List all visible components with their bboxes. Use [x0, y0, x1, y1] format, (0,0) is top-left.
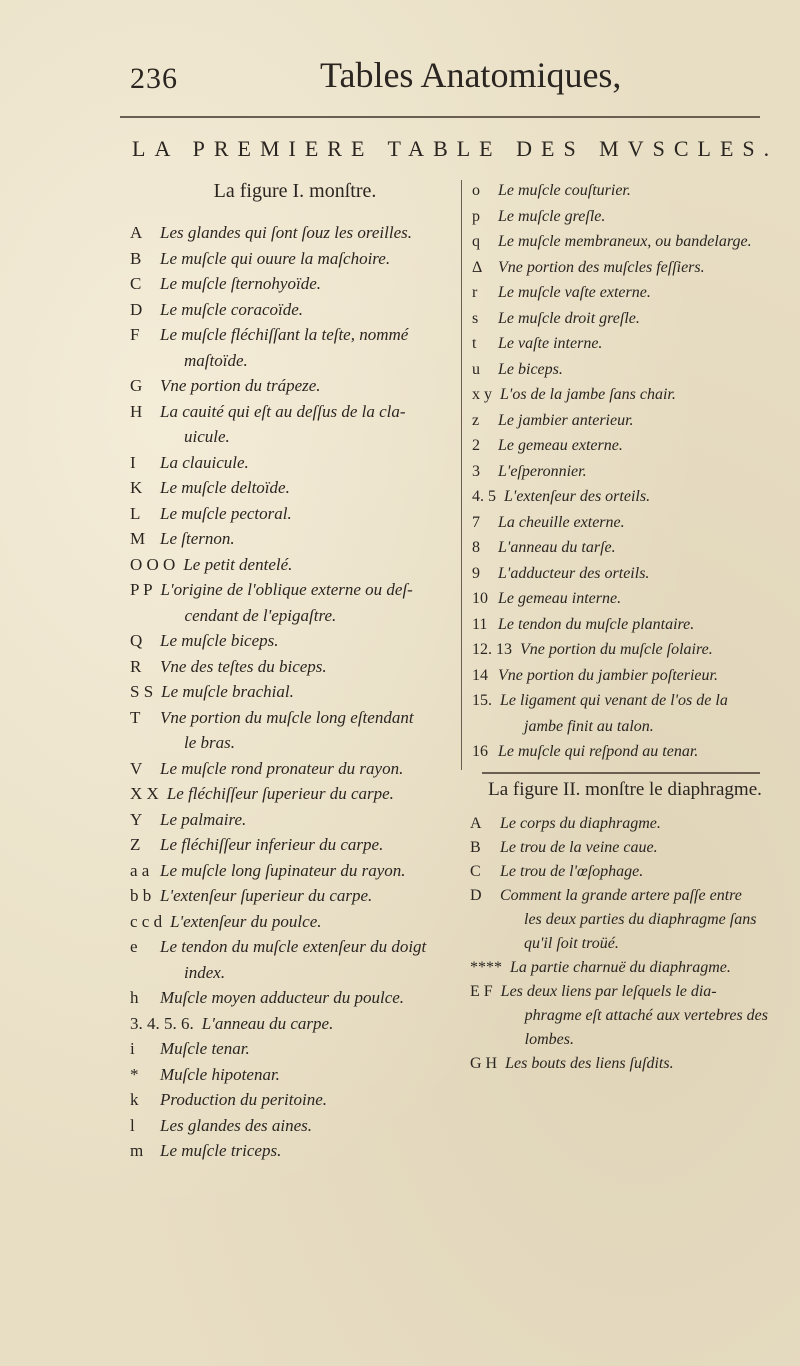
entry-text-line: L'origine de l'oblique externe ou deſ- [160, 580, 413, 599]
entry-text [160, 450, 460, 476]
entry-text-line: Production du peritoine. [160, 1090, 327, 1109]
entry-text [160, 705, 460, 756]
entry-text [498, 510, 772, 536]
legend-entry [472, 535, 772, 561]
legend-entry [470, 812, 780, 836]
entry-text-line: Vne portion du muſcle ſolaire. [520, 641, 713, 658]
legend-entry [470, 956, 780, 980]
legend-entry [130, 807, 460, 833]
legend-entry [130, 883, 460, 909]
entry-label: 3. 4. 5. 6. [130, 1013, 194, 1033]
entry-text [160, 501, 460, 527]
entry-text-line: Le muſcle droit greſle. [498, 309, 640, 327]
entry-text-line: Le muſcle brachial. [161, 682, 294, 701]
entry-label: E F [470, 983, 493, 1000]
entry-label: 12. 13 [472, 641, 512, 658]
column-divider [461, 180, 462, 770]
entry-text-line: L'adducteur des orteils. [498, 564, 650, 582]
legend-entry [472, 612, 772, 638]
right-entry-list [472, 178, 772, 765]
entry-text-line: Le gemeau externe. [498, 437, 623, 454]
entry-label: **** [470, 959, 502, 976]
entry-text-line: Le gemeau interne. [498, 590, 622, 607]
entry-text-line: L'extenſeur du poulce. [170, 911, 322, 931]
entry-text-line: Muſcle tenar. [160, 1039, 250, 1058]
entry-label: 4. 5 [472, 488, 496, 505]
legend-entry [470, 1052, 780, 1076]
entry-text [160, 271, 460, 297]
legend-entry [130, 246, 460, 272]
entry-text [498, 331, 772, 357]
entry-label: B [470, 839, 481, 856]
entry-label: t [472, 335, 477, 352]
entry-text-line: Vne des teſtes du biceps. [160, 656, 327, 676]
entry-text [160, 1113, 460, 1139]
entry-text-line: Le corps du diaphragme. [500, 815, 661, 832]
entry-text-line: La clauicule. [160, 452, 249, 472]
legend-entry [130, 501, 460, 527]
entry-text-continuation: uicule. [184, 427, 230, 446]
entry-label: u [472, 360, 480, 378]
entry-label: S S [130, 682, 154, 701]
entry-text-line: Le muſcle long ſupinateur du rayon. [160, 860, 406, 880]
section-title: LA PREMIERE TABLE DES MVSCLES. [132, 136, 779, 161]
entry-text-line: Muſcle moyen adducteur du poulce. [160, 988, 405, 1007]
entry-text [160, 322, 460, 373]
entry-text-line: Le muſcle coracoïde. [160, 299, 304, 319]
figure-two-rule [482, 772, 760, 774]
entry-text-line: Le vaſte interne. [498, 335, 603, 352]
legend-entry [130, 705, 460, 756]
entry-text-line: Muſcle hipotenar. [160, 1064, 280, 1084]
entry-label: 8 [472, 539, 480, 556]
entry-text [160, 1138, 460, 1164]
figure-two-section [470, 778, 780, 1076]
entry-text-line: Vne portion du trápeze. [160, 376, 321, 395]
entry-label: 2 [472, 437, 480, 454]
entry-text-line: Le muſcle couſturier. [498, 182, 631, 199]
legend-entry [130, 756, 460, 782]
entry-text [160, 883, 460, 909]
figure-two-heading: La figure II. monſtre le diaphragme. [488, 779, 762, 800]
entry-text [160, 1087, 460, 1113]
legend-entry [130, 1062, 460, 1088]
legend-entry [130, 654, 460, 680]
entry-text [498, 306, 772, 332]
entry-label: h [130, 988, 139, 1007]
entry-text-line: Le fléchiſſeur inferieur du carpe. [160, 835, 384, 854]
entry-text-line: La cheuille externe. [498, 513, 625, 531]
legend-entry [472, 663, 772, 689]
entry-text [160, 297, 460, 323]
entry-text [498, 586, 772, 612]
legend-entry [470, 860, 780, 884]
entry-text-line: Vne portion des muſcles feſſiers. [498, 258, 705, 276]
entry-label: i [130, 1039, 135, 1058]
entry-text-line: L'extenſeur ſuperieur du carpe. [160, 886, 373, 905]
entry-label: a a [130, 860, 150, 880]
entry-label: Δ [472, 258, 483, 276]
entry-text [500, 860, 780, 884]
entry-text [160, 1036, 460, 1062]
page-header [120, 50, 740, 100]
legend-entry [130, 373, 460, 399]
entry-text-continuation: index. [184, 962, 226, 982]
entry-label: A [470, 815, 482, 832]
legend-entry [130, 909, 460, 935]
entry-text-line: Le tendon du muſcle plantaire. [498, 615, 695, 633]
entry-text [498, 663, 772, 689]
legend-entry [130, 220, 460, 246]
entry-label: R [130, 656, 142, 676]
entry-text-line: Le muſcle rond pronateur du rayon. [160, 758, 404, 778]
entry-text-line: La cauité qui eſt au deſſus de la cla- [160, 401, 406, 421]
legend-entry [472, 382, 772, 408]
entry-text-line: Comment la grande artere paſſe entre [500, 887, 742, 904]
entry-text-continuation: les deux parties du diaphragme ſans qu'il ſoit troüé. [524, 911, 757, 952]
entry-label: m [130, 1141, 144, 1160]
entry-text-line: Le muſcle qui ouure la maſchoire. [160, 248, 391, 268]
entry-text-line: L'os de la jambe ſans chair. [500, 386, 676, 403]
entry-label: T [130, 707, 141, 727]
entry-label: o [472, 182, 480, 199]
entry-label: 16 [472, 743, 488, 760]
entry-text-line: Les bouts des liens ſuſdits. [505, 1055, 674, 1072]
entry-text [505, 1052, 780, 1076]
legend-entry [130, 577, 460, 628]
entry-text-line: Le muſcle membraneux, ou bandelarge. [498, 233, 752, 250]
left-entry-list [130, 220, 460, 1164]
entry-label: e [130, 937, 138, 956]
entry-text [160, 858, 460, 884]
legend-entry [472, 688, 772, 739]
entry-label: O O O [130, 554, 176, 574]
entry-text-line: Le palmaire. [160, 809, 247, 829]
entry-text [498, 433, 772, 459]
entry-text-line: Les deux liens par leſquels le dia- [500, 983, 717, 1000]
entry-label: B [130, 248, 142, 268]
entry-text-continuation: maſtoïde. [184, 350, 248, 370]
entry-text-line: Le ſternon. [160, 529, 235, 548]
legend-entry [472, 510, 772, 536]
entry-label: 14 [472, 666, 488, 684]
legend-entry [472, 408, 772, 434]
entry-text [498, 280, 772, 306]
legend-entry [472, 561, 772, 587]
entry-label: 11 [472, 615, 488, 633]
running-title: Tables Anatomiques, [320, 55, 622, 95]
entry-label: 7 [472, 513, 480, 531]
entry-text-line: Le trou de l'œſophage. [500, 863, 644, 880]
entry-label: 9 [472, 564, 480, 582]
entry-text-line: Le muſcle greſle. [498, 207, 606, 225]
entry-label: * [130, 1064, 139, 1084]
right-column [472, 178, 772, 765]
legend-entry [472, 739, 772, 765]
entry-text [160, 807, 460, 833]
entry-text [160, 985, 460, 1011]
entry-text-line: La partie charnuë du diaphragme. [510, 959, 731, 976]
entry-text-line: Le muſcle deltoïde. [160, 478, 290, 497]
entry-text [170, 909, 460, 935]
entry-label: D [470, 887, 482, 904]
entry-label: Y [130, 809, 143, 829]
entry-text [520, 637, 772, 663]
entry-text [498, 204, 772, 230]
legend-entry [470, 884, 780, 956]
entry-text-continuation: jambe finit au talon. [524, 717, 654, 735]
entry-text-line: Le ligament qui venant de l'os de la [500, 692, 728, 709]
entry-text [504, 484, 772, 510]
legend-entry [130, 1138, 460, 1164]
entry-text [500, 382, 772, 408]
legend-entry [130, 1036, 460, 1062]
legend-entry [130, 934, 460, 985]
legend-entry [130, 781, 460, 807]
entry-text-line: Le tendon du muſcle extenſeur du doigt [160, 937, 427, 956]
entry-text-line: Vne portion du muſcle long eſtendant [160, 707, 414, 727]
entry-text-line: L'extenſeur des orteils. [504, 488, 651, 505]
entry-text [160, 399, 460, 450]
entry-label: G H [470, 1055, 498, 1072]
entry-text [498, 357, 772, 383]
entry-text-line: Le jambier anterieur. [498, 411, 634, 429]
entry-text [510, 956, 780, 980]
legend-entry [472, 280, 772, 306]
entry-label: p [472, 207, 480, 225]
entry-text [498, 255, 772, 281]
entry-text-line: Le biceps. [498, 360, 563, 378]
entry-label: K [130, 478, 143, 497]
entry-text-line: Le muſcle biceps. [160, 631, 279, 650]
entry-label: L [130, 503, 141, 523]
entry-text-line: Les glandes des aines. [160, 1115, 313, 1135]
entry-label: 3 [472, 462, 480, 480]
legend-entry [472, 204, 772, 230]
entry-label: P P [130, 580, 153, 599]
entry-text-line: Vne portion du jambier poſterieur. [498, 666, 718, 684]
entry-label: x y [472, 386, 492, 403]
legend-entry [130, 628, 460, 654]
legend-entry [130, 475, 460, 501]
legend-entry [130, 450, 460, 476]
entry-text-line: L'anneau du tarſe. [498, 539, 616, 556]
legend-entry [470, 836, 780, 860]
entry-label: q [472, 233, 480, 250]
page-number: 236 [130, 62, 178, 95]
entry-text [160, 934, 460, 985]
legend-entry [472, 306, 772, 332]
entry-text [160, 526, 460, 552]
entry-text [161, 679, 460, 705]
legend-entry [130, 985, 460, 1011]
entry-label: D [130, 299, 143, 319]
entry-label: k [130, 1090, 139, 1109]
entry-text-continuation: phragme eſt attaché aux vertebres des lombes. [524, 1007, 769, 1048]
entry-label: l [130, 1115, 135, 1135]
entry-label: Q [130, 631, 143, 650]
entry-text-line: Les glandes qui ſont ſouz les oreilles. [160, 223, 413, 242]
entry-text [202, 1011, 460, 1037]
entry-text [498, 739, 772, 765]
entry-text-line: Le trou de la veine caue. [500, 839, 658, 856]
legend-entry [472, 331, 772, 357]
legend-entry [472, 357, 772, 383]
legend-entry [472, 433, 772, 459]
legend-entry [472, 484, 772, 510]
legend-entry [130, 1113, 460, 1139]
entry-text [498, 178, 772, 204]
entry-text [167, 781, 460, 807]
entry-label: C [130, 274, 142, 293]
entry-text-line: Le muſcle ſternohyoïde. [160, 274, 321, 293]
entry-text [161, 577, 460, 628]
entry-label: F [130, 325, 140, 344]
entry-label: r [472, 284, 478, 301]
entry-label: z [472, 411, 480, 429]
legend-entry [130, 297, 460, 323]
entry-label: V [130, 758, 143, 778]
entry-text [183, 552, 460, 578]
entry-text-line: L'anneau du carpe. [201, 1013, 334, 1033]
entry-text [501, 980, 780, 1052]
entry-label: Z [130, 835, 141, 854]
entry-text-line: L'eſperonnier. [498, 462, 587, 480]
entry-label: 15. [472, 692, 492, 709]
entry-label: A [130, 223, 143, 242]
legend-entry [130, 1087, 460, 1113]
legend-entry [472, 637, 772, 663]
entry-text-line: Le muſcle fléchiſſant la teſte, nommé [160, 325, 409, 344]
legend-entry [130, 322, 460, 373]
entry-text-continuation: cendant de l'epigaſtre. [184, 605, 337, 625]
legend-entry [130, 1011, 460, 1037]
entry-label: M [130, 529, 146, 548]
legend-entry [472, 178, 772, 204]
entry-text [160, 246, 460, 272]
entry-label: I [130, 452, 136, 472]
entry-text [498, 561, 772, 587]
legend-entry [472, 459, 772, 485]
entry-text-line: Le muſcle vaſte externe. [498, 284, 651, 301]
legend-entry [472, 255, 772, 281]
legend-entry [130, 858, 460, 884]
legend-entry [130, 679, 460, 705]
entry-label: c c d [130, 911, 163, 931]
entry-text [500, 884, 780, 956]
legend-entry [130, 832, 460, 858]
entry-label: G [130, 376, 143, 395]
entry-text [498, 408, 772, 434]
entry-label: s [472, 309, 479, 327]
legend-entry [472, 586, 772, 612]
entry-label: X X [130, 784, 159, 803]
legend-entry [130, 552, 460, 578]
entry-text [160, 628, 460, 654]
entry-text [160, 756, 460, 782]
legend-entry [470, 980, 780, 1052]
entry-text [160, 373, 460, 399]
entry-label: b b [130, 886, 152, 905]
entry-label: H [130, 401, 143, 421]
entry-text [160, 475, 460, 501]
legend-entry [130, 526, 460, 552]
entry-text [498, 535, 772, 561]
figure-two-entry-list [470, 812, 780, 1076]
entry-text-line: Le muſcle pectoral. [160, 503, 292, 523]
legend-entry [130, 399, 460, 450]
entry-text [500, 688, 772, 739]
entry-label: 10 [472, 590, 488, 607]
entry-text [160, 1062, 460, 1088]
entry-text [160, 220, 460, 246]
entry-text-line: Le petit dentelé. [183, 554, 293, 574]
entry-text-continuation: le bras. [184, 733, 235, 752]
entry-label: C [470, 863, 481, 880]
entry-text [500, 812, 780, 836]
entry-text [160, 832, 460, 858]
figure-one-heading: La figure I. monſtre. [213, 180, 377, 202]
entry-text [498, 229, 772, 255]
entry-text-line: Le fléchiſſeur ſuperieur du carpe. [166, 784, 394, 803]
legend-entry [472, 229, 772, 255]
header-rule [120, 116, 760, 118]
legend-entry [130, 271, 460, 297]
entry-text [498, 612, 772, 638]
entry-text [498, 459, 772, 485]
entry-text-line: Le muſcle qui reſpond au tenar. [498, 743, 699, 760]
left-column [130, 178, 460, 1164]
entry-text-line: Le muſcle triceps. [160, 1141, 282, 1160]
entry-text [160, 654, 460, 680]
entry-text [500, 836, 780, 860]
